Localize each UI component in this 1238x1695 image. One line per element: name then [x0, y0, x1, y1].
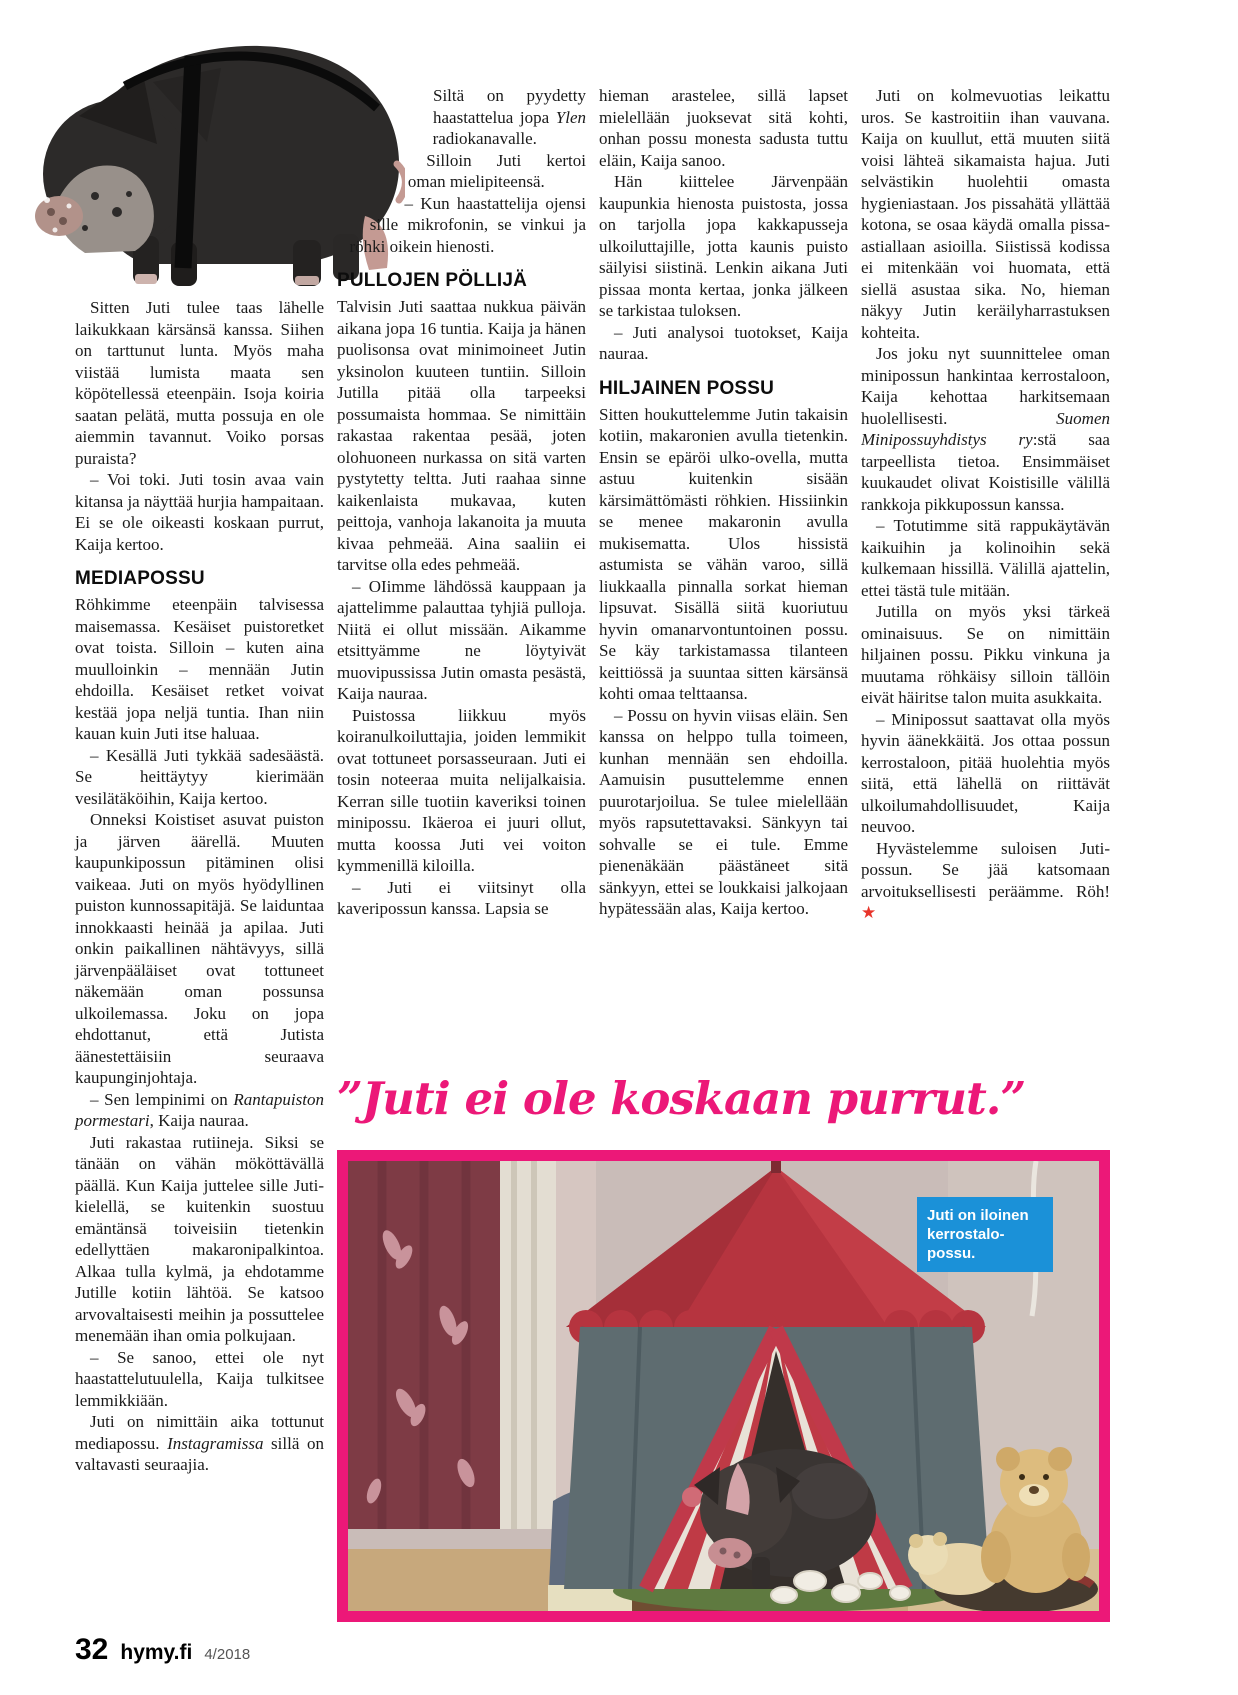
article-paragraph: – Possu on hyvin viisas eläin. Sen kanssa on helppo tulla toimeen, kunhan mennään sen ehdoilla. Aamuisin pusuttelemme ennen puurotarjoilua. Se tulee mielellään myös rapsutettavaksi. Sänkyyn tai sohvalle se ei tule. Emme pienenäkään päästäneet sitä sänkyyn, ettei se loukkaisi jalkojaan hypätessään alas, Kaija kertoo. — [599, 705, 848, 918]
magazine-name: hymy.fi — [120, 1641, 193, 1664]
article-paragraph: – Minipossut saattavat olla myös hyvin äänekkäitä. Jos ottaa possun kerrostaloon, pitää huolehtia myös siitä, että lähellä on riittävät ulkoilumahdollisuudet, Kaija neuvoo. — [861, 709, 1110, 836]
text-column-1 — [75, 85, 324, 1476]
photo-caption: Juti on iloinen kerrostalo-possu. — [917, 1197, 1053, 1272]
article-paragraph: Jutilla on myös yksi tärkeä ominaisuus. Se on nimittäin hiljainen possu. Pikku vinkuna ja muutama röhkäisy silloin tällöin eivät häiritse talon muita asukkaita. — [861, 602, 1110, 707]
article-paragraph: – Juti analysoi tuotokset, Kaija nauraa. — [599, 322, 848, 363]
text-column-3 — [599, 85, 848, 1077]
article-paragraph: Puistossa liikkuu myös koiranulkoiluttajia, joiden lemmikit ovat tottuneet porsasseuraan. Juti ei tosin noteeraa muita nelijalkaisia. Kerran sille tuotiin kaveriksi toinen minipossu. Ikäeroa ei juuri ollut, mutta koossa Juti vei voiton kymmenillä kiloilla. — [337, 705, 586, 875]
article-paragraph: Sitten Juti tulee taas lähelle laikukkaan kärsänsä kanssa. Siihen on tarttunut lunta. Myös maha viistää lumista maata sen köpötellessä eteenpäin. Isoja koiria saatan pelätä, mutta possuja en ole aiemmin tavannut. Voiko porsas puraista? — [75, 298, 324, 468]
article-paragraph: – Sen lempinimi on Rantapuiston pormestari, Kaija nauraa. — [75, 1089, 324, 1130]
issue-number: 4/2018 — [204, 1646, 251, 1663]
article-paragraph: hieman arastelee, sillä lapset mielellään juoksevat sitä kohti, onhan possu monesta sadusta tuttu eläin, Kaija sanoo. — [599, 86, 848, 170]
article-paragraph: – Juti ei viitsinyt olla kaveripossun kanssa. Lapsia se — [337, 877, 586, 918]
article-paragraph: Juti rakastaa rutiineja. Siksi se tänään on vähän mököttävällä päällä. Kun Kaija juttelee sille Juti-kielellä, se kuitenkin suostuu emäntänsä toiveisiin tietenkin edellyttäen makaronipalkintoa. Alkaa tulla kylmä, ja ehdotamme Jutille kotiin lähtöä. Se katsoo arvovaltaisesti meihin ja possuttelee menemään ihan omia polkujaan. — [75, 1132, 324, 1345]
article-paragraph: Onneksi Koistiset asuvat puiston ja järven äärellä. Muuten kaupunkipossun pitäminen olisi vaikeaa. Juti on myös hyödyllinen puiston kunnossapitäjä. Se laiduntaa innokkaasti heinää ja apilaa. Juti onkin paikallinen nähtävyys, sillä järvenpääläiset ovat tottuneet näkemään oman possunsa ulkoilemassa. Joku on jopa ehdottanut, että Jutista äänestettäisiin seuraava kaupunginjohtaja. — [75, 810, 324, 1087]
end-star-icon: ★ — [861, 903, 877, 922]
article-paragraph: Hän kiittelee Järvenpään kaupunkia hienosta puistosta, jossa on tarjolla jopa kakkapusseja ulkoiluttajille, jotta kaunis puisto säilyisi siistinä. Lenkin aikana Juti pissaa monta kertaa, jonka jälkeen se tarkistaa tuloksen. — [599, 172, 848, 320]
article-paragraph: Siltä on pyydetty haastattelua jopa Ylen radiokanavalle. Silloin Juti kertoi oman mielipiteensä. — [407, 86, 586, 191]
section-heading: PULLOJEN PÖLLIJÄ — [337, 270, 528, 291]
article-paragraph: – Totutimme sitä rappukäytävän kaikuihin ja kolinoihin sekä kulkemaan hissillä. Välillä ajattelin, ettei tästä tule mitään. — [861, 516, 1110, 600]
text-column-4 — [861, 85, 1110, 1077]
photo-frame — [337, 1150, 1110, 1622]
article-paragraph: Hyvästelemme suloisen Juti-possun. Se jää katsomaan arvoituksellisesti peräämme. Röh! ★ — [861, 838, 1110, 922]
article-paragraph: – Voi toki. Juti tosin avaa vain kitansa ja näyttää hurjia hampaitaan. Ei se ole oikeasti koskaan purrut, Kaija kertoo. — [75, 470, 324, 554]
article-paragraph: Sitten houkuttelemme Jutin takaisin kotiin, makaronien avulla tietenkin. Ensin se epäröi ulko-ovella, mutta astuu kuitenkin sisään kärsimättömästi röhkien. Hissiinkin se menee makaronin avulla mukisematta. Ulos hissistä astumista se vähän varoo, sillä liukkaalla pinnalla sorkat hieman lipsuvat. Sisällä siitä kuoriutuu hyvin omanarvontuntoinen possu. Se käy tarkistamassa tilanteen keittiössä ja suuntaa sitten kärsänsä kohti omaa telttaansa. — [599, 404, 848, 703]
article-paragraph: – Se sanoo, ettei ole nyt haastattelutuulella, Kaija tulkitsee lemmikkiään. — [75, 1347, 324, 1410]
article-paragraph: – Kesällä Juti tykkää sadesäästä. Se heittäytyy kierimään vesilätäköihin, Kaija kertoo. — [75, 745, 324, 808]
article-paragraph: Juti on kolmevuotias leikattu uros. Se kastroitiin ihan vauvana. Kaija on kuullut, että muuten siitä voisi lähteä sikamaista hajua. Juti selvästikin huolehtii omasta hygieniastaan. Jos pissahätä yllättää kotona, se osaa käydä omalla pissa-astiallaan asioilla. Siistissä kodissa ei mitenkään voi huomata, että siellä asustaa sika. No, hieman näkyy Jutin keräilyharrastuksen kohteita. — [861, 86, 1110, 342]
article-paragraph: Juti on nimittäin aika tottunut mediapossu. Instagramissa sillä on valtavasti seuraajia. — [75, 1412, 324, 1474]
article-paragraph: Röhkimme eteenpäin talvisessa maisemassa. Kesäiset puistoretket ovat toista. Silloin – kuten aina muulloinkin – mennään Jutin ehdoilla. Kesäiset retket voivat kestää jopa neljä tuntia. Ihan niin kauan kuin Juti itse haluaa. — [75, 595, 324, 743]
pull-quote: ”Juti ei ole koskaan purrut.” — [337, 1072, 1026, 1125]
section-heading: MEDIAPOSSU — [75, 568, 205, 589]
section-heading: HILJAINEN POSSU — [599, 377, 775, 399]
article-paragraph: Talvisin Juti saattaa nukkua päivän aikana jopa 16 tuntia. Kaija ja hänen puolisonsa ovat minimoineet Jutin yksinolon kuuteen tuntiin. Silloin Jutilla pitää olla tarpeeksi possumaista hommaa. Se nimittäin rakastaa rakentaa pesää, joten olohuoneen nurkassa on sitä varten pystytetty teltta. Juti raahaa sinne kaikenlaista mukavaa, kuten peittoja, vanhoja lakanoita ja muuta kivaa pehmeää. Aina saaliin ei tarvitse olla edes pehmeää. — [337, 297, 586, 574]
text-column-2 — [337, 85, 586, 1077]
article-paragraph: – OIimme lähdössä kauppaan ja ajattelimme palauttaa tyhjiä pulloja. Niitä ei ollut missään. Aikamme etsittyämme ne löytyivät muovipussissa Jutin omasta pesästä, Kaija nauraa. — [337, 576, 586, 703]
page-number: 32 — [75, 1633, 109, 1666]
page-footer — [75, 1633, 250, 1667]
article-paragraph: – Kun haastattelija ojensi sille mikrofonin, se vinkui ja röhki oikein hienosti. — [349, 193, 586, 256]
article-paragraph: Jos joku nyt suunnittelee oman minipossun hankintaa kerrostaloon, Kaija kehottaa harkitsemaan huolellisesti. Suomen Minipossuyhdistys ry:stä saa tarpeellista tietoa. Ensimmäiset kuukaudet olivat Koistisille välillä rankkoja pikkupossun kanssa. — [861, 344, 1110, 514]
